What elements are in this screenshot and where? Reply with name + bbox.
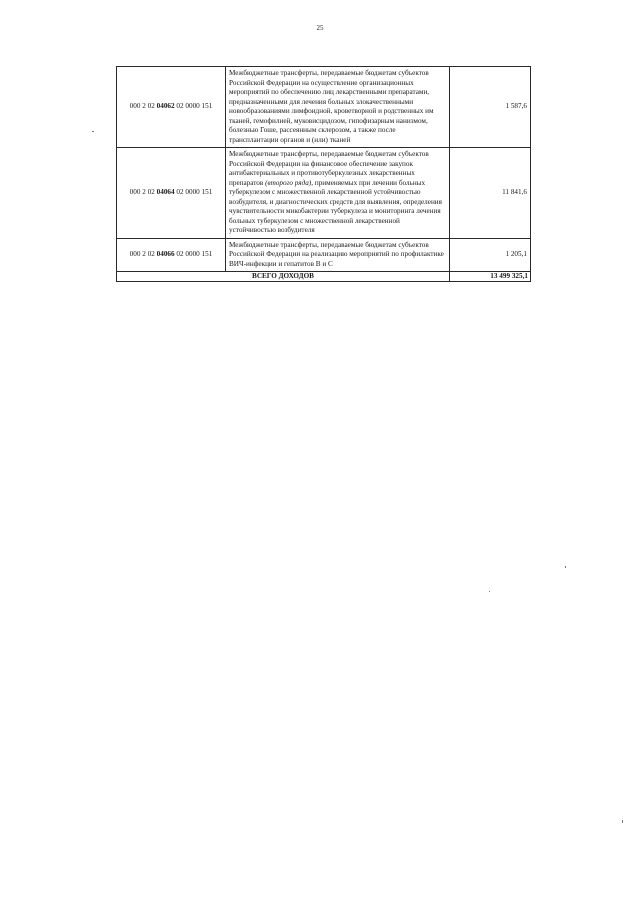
revenue-description (226, 148, 450, 239)
code-suffix: 02 0000 151 (174, 102, 213, 111)
code-prefix: 000 2 02 (129, 102, 157, 111)
code-suffix: 02 0000 151 (174, 188, 213, 196)
description-text: Межбюджетные трансферты, передаваемые бюджетам субъектов Российской Федерации на финансовое обеспечение закупок антибактериальных и противотуберкулезных лекарственных препаратов (229, 150, 429, 187)
amount-cell: 11 841,6 (450, 148, 531, 239)
amount-cell: 1 587,6 (450, 67, 531, 148)
revenue-description: Межбюджетные трансферты, передаваемые бюджетам субъектов Российской Федерации на реализацию мероприятий по профилактике ВИЧ-инфекции и гепатитов В и С (226, 238, 450, 272)
description-italic: (второго ряда) (265, 178, 312, 187)
table-row (117, 67, 531, 148)
code-bold: 04066 (156, 250, 175, 258)
revenue-table (116, 66, 531, 282)
budget-code-cell (117, 238, 226, 272)
scan-speck (565, 566, 566, 568)
scan-speck (622, 820, 623, 823)
total-amount: 13 499 325,1 (450, 272, 531, 282)
code-prefix: 000 2 02 (129, 250, 157, 258)
total-label: ВСЕГО ДОХОДОВ (117, 272, 450, 282)
code-suffix: 02 0000 151 (174, 250, 213, 258)
code-bold: 04062 (156, 102, 175, 111)
amount-cell: 1 205,1 (450, 238, 531, 272)
code-bold: 04064 (156, 188, 175, 196)
description-text: , применяемых при лечении больных туберкулезом с множественной лекарственной устойчивостью возбудителя, и диагностических средств для выявления, определения чувствительности микобактерии туберкулеза и мониторинга лечения больных туберкулезом с множественной лекарственной устойчивостью возбудителя (229, 178, 442, 234)
scan-speck (489, 591, 490, 592)
budget-code-cell (117, 67, 226, 148)
total-row (117, 272, 531, 282)
table-row (117, 148, 531, 239)
scan-speck (92, 131, 94, 132)
table-row (117, 238, 531, 272)
revenue-description: Межбюджетные трансферты, передаваемые бюджетам субъектов Российской Федерации на осуществление организационных мероприятий по обеспечению лиц лекарственными препаратами, предназначенными для лечения больных злокачественными новообразованиями лимфоидной, кроветворной и родственных им тканей, гемофилией, муковисцидозом, гипофизарным нанизмом, болезнью Гоше, рассеянным склерозом, а также после трансплантации органов и (или) тканей (226, 67, 450, 148)
budget-code-cell (117, 148, 226, 239)
page-number: 25 (316, 24, 324, 32)
code-prefix: 000 2 02 (129, 188, 157, 196)
